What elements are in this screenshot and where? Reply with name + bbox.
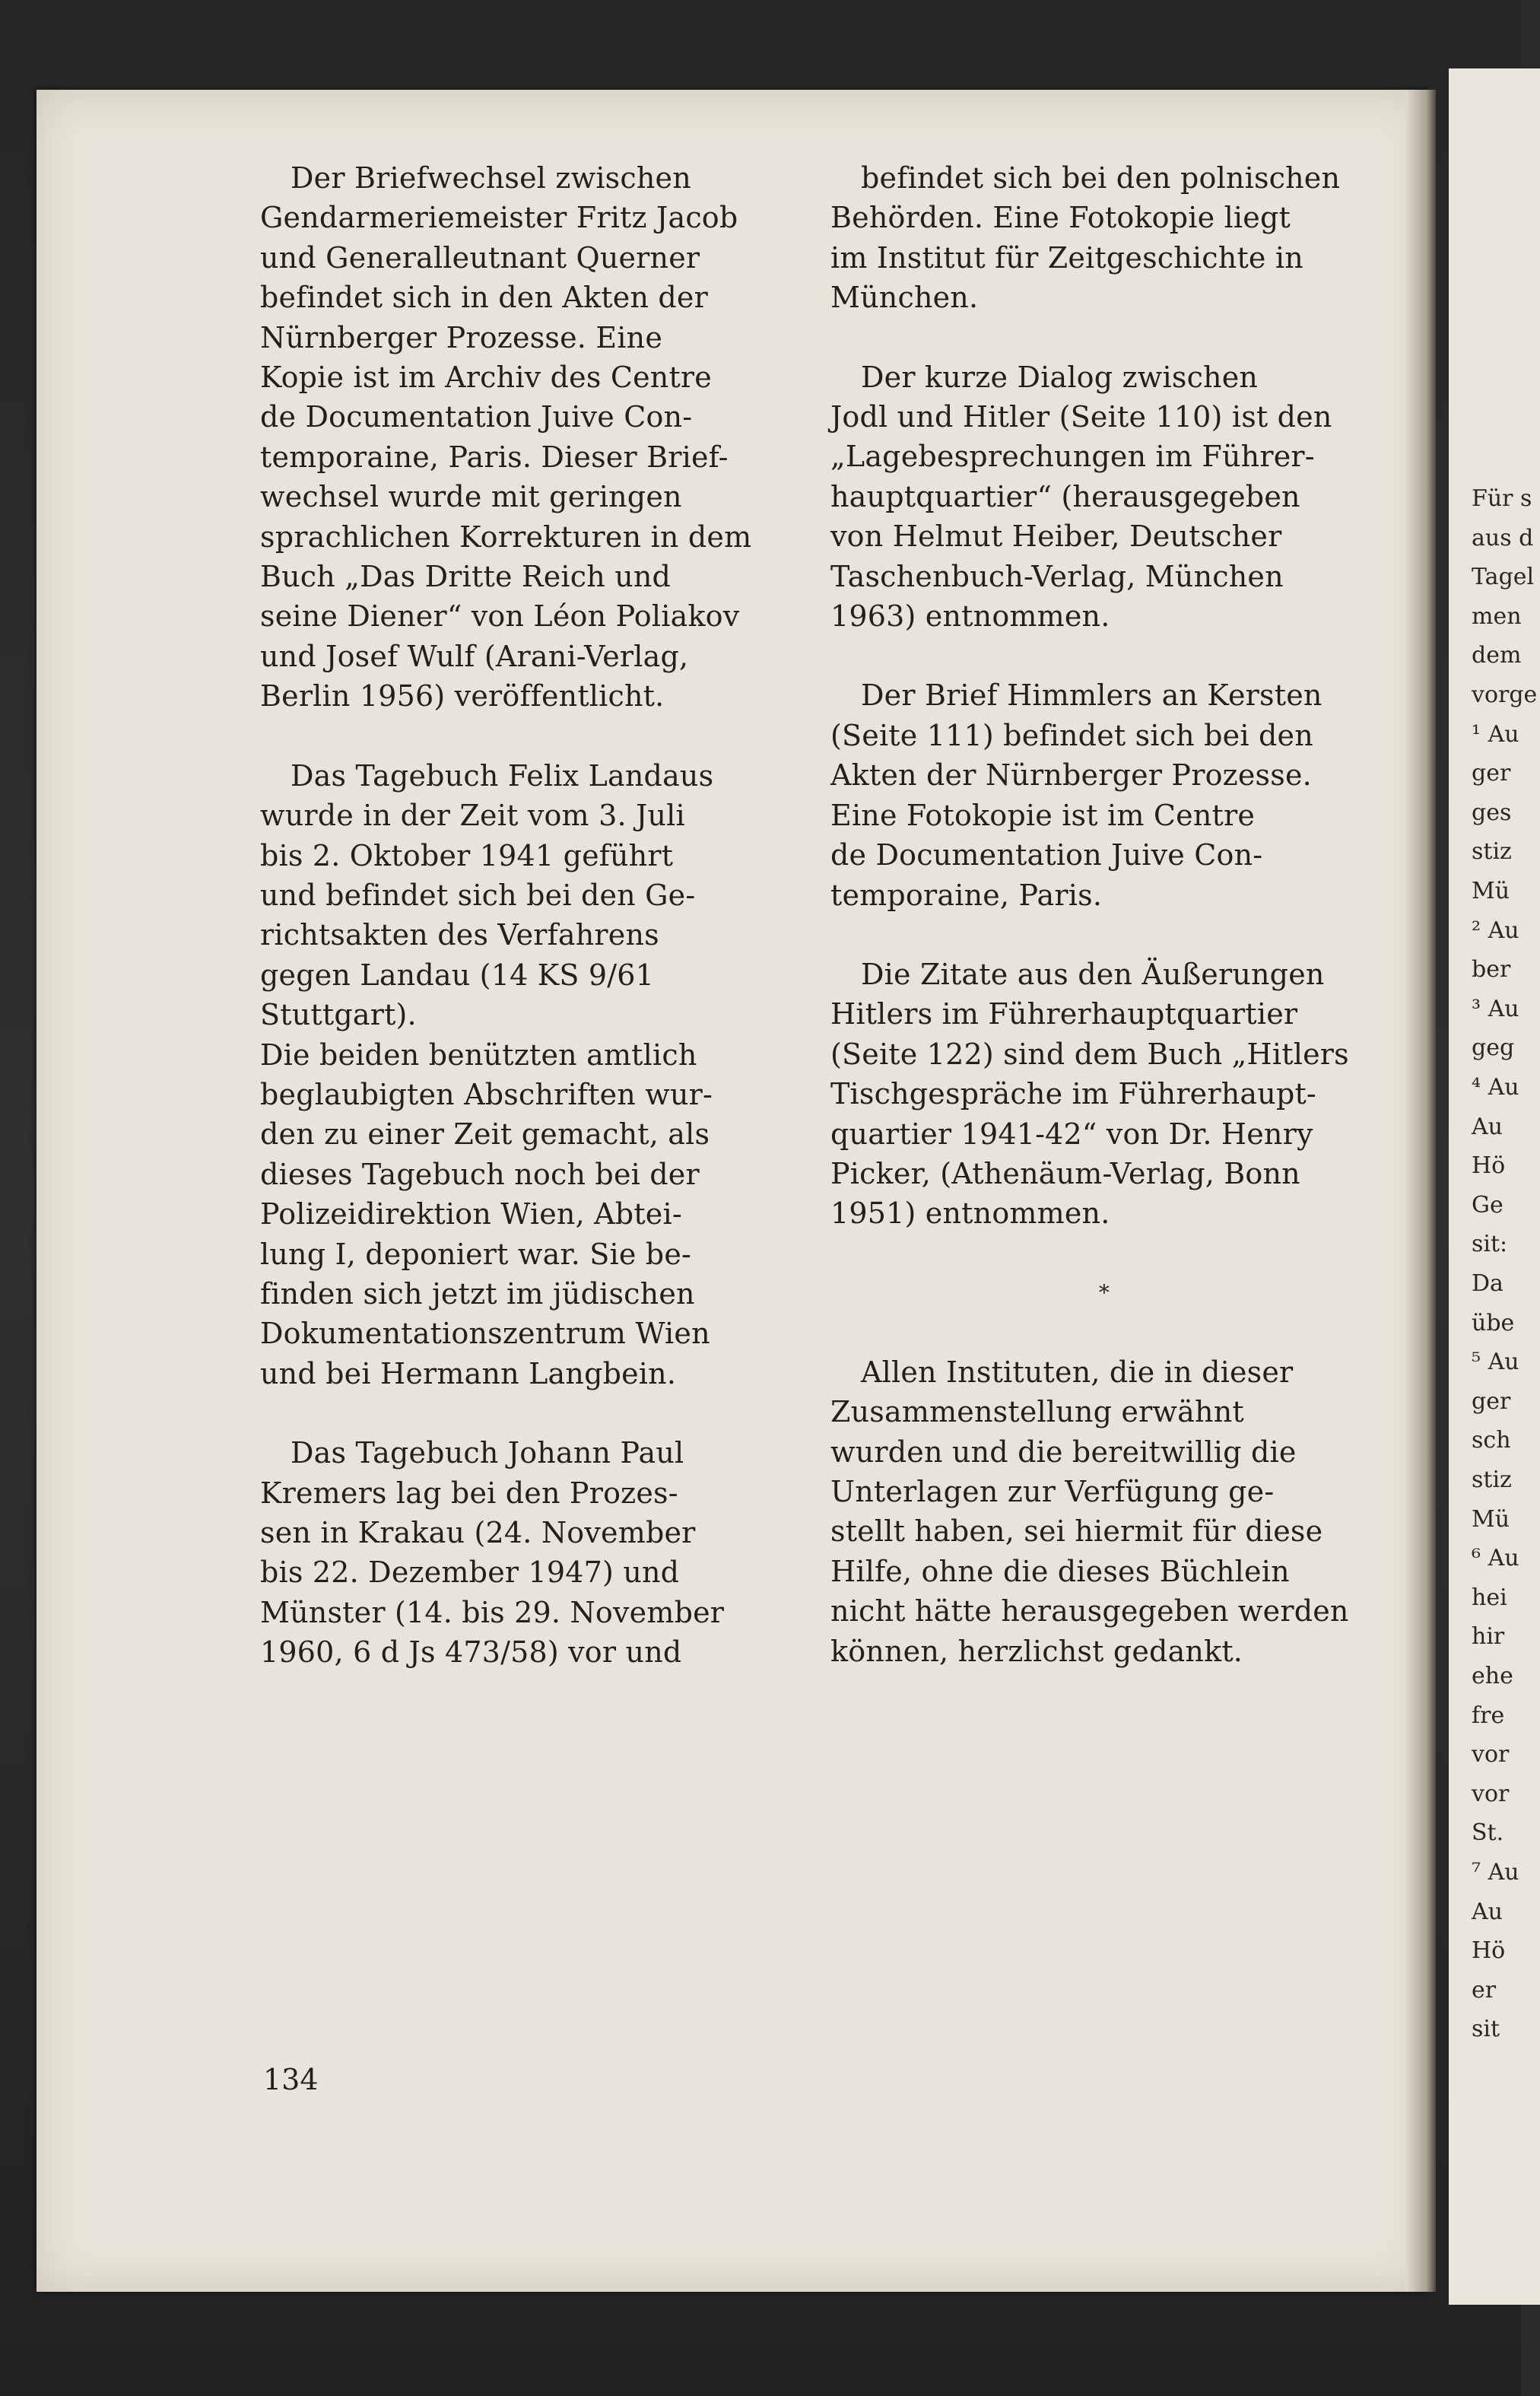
paragraph (830, 675, 1378, 914)
next-page-line: Mü (1472, 1505, 1510, 1533)
text-line: von Helmut Heiber, Deutscher (830, 520, 1282, 554)
text-line: (Seite 111) befindet sich bei den (830, 718, 1313, 752)
paragraph (830, 158, 1378, 318)
paragraph (830, 1352, 1378, 1671)
text-line: befindet sich in den Akten der (260, 281, 708, 315)
text-line: sprachlichen Korrekturen in dem (260, 520, 752, 554)
text-line: wechsel wurde mit geringen (260, 480, 682, 514)
next-page-line: Au (1472, 1113, 1503, 1140)
next-page-line: Hö (1472, 1937, 1506, 1965)
next-page-fragment (1449, 68, 1540, 2305)
text-line: Die Zitate aus den Äußerungen (861, 957, 1325, 991)
text-line: bis 2. Oktober 1941 geführt (260, 838, 674, 872)
text-line: und Josef Wulf (Arani-Verlag, (260, 639, 689, 673)
section-separator: * (1098, 1279, 1110, 1305)
text-line: richtsakten des Verfahrens (260, 918, 659, 952)
text-line: stellt haben, sei hiermit für diese (830, 1514, 1323, 1549)
next-page-line: vorge (1472, 682, 1538, 708)
text-line: seine Diener“ von Léon Poliakov (260, 599, 740, 634)
text-line: Unterlagen zur Verfügung ge- (830, 1474, 1275, 1508)
text-line: 1963) entnommen. (830, 599, 1110, 634)
next-page-line: men (1472, 602, 1522, 630)
text-line: Dokumentationszentrum Wien (260, 1317, 710, 1351)
next-page-line: sit (1472, 2016, 1500, 2043)
text-line: Stuttgart). (260, 998, 417, 1032)
next-page-line: ⁶ Au (1472, 1545, 1519, 1572)
text-line: finden sich jetzt im jüdischen (260, 1276, 695, 1311)
text-line: Nürnberger Prozesse. Eine (260, 320, 663, 354)
text-line: Das Tagebuch Johann Paul (291, 1436, 684, 1470)
next-page-line: stiz (1472, 1467, 1512, 1493)
text-line: Das Tagebuch Felix Landaus (291, 758, 714, 793)
text-line: sen in Krakau (24. November (260, 1516, 696, 1549)
text-line: (Seite 122) sind dem Buch „Hitlers (830, 1037, 1349, 1071)
next-page-line: vor (1472, 1780, 1510, 1807)
text-line: Kremers lag bei den Prozes- (260, 1476, 678, 1510)
text-line: beglaubigten Abschriften wur- (260, 1077, 713, 1111)
text-line: können, herzlichst gedankt. (830, 1634, 1243, 1668)
next-page-line: hei (1472, 1584, 1507, 1611)
text-line: 1951) entnommen. (830, 1196, 1110, 1231)
text-line: de Documentation Juive Con- (830, 838, 1263, 872)
next-page-line: ehe (1472, 1663, 1513, 1689)
text-line: dieses Tagebuch noch bei der (260, 1157, 700, 1191)
text-line: temporaine, Paris. Dieser Brief- (260, 440, 729, 474)
text-line: bis 22. Dezember 1947) und (260, 1555, 680, 1590)
paragraph (260, 158, 792, 717)
text-line: befindet sich bei den polnischen (861, 161, 1341, 195)
page-edge-right (1405, 90, 1436, 2292)
text-line: Behörden. Eine Fotokopie liegt (830, 201, 1291, 235)
next-page-line: St. (1472, 1819, 1504, 1847)
text-line: „Lagebesprechungen im Führer- (830, 440, 1315, 474)
right-text-column (830, 158, 1378, 1671)
next-page-line: aus d (1472, 524, 1534, 551)
paragraph (830, 955, 1378, 1234)
next-page-line: er (1472, 1976, 1497, 2004)
text-line: Akten der Nürnberger Prozesse. (830, 758, 1312, 793)
text-line: und befindet sich bei den Ge- (260, 878, 696, 912)
next-page-line: ges (1472, 799, 1512, 826)
next-page-line: ⁵ Au (1472, 1349, 1519, 1376)
text-line: und Generalleutnant Querner (260, 240, 700, 275)
text-line: Picker, (Athenäum-Verlag, Bonn (830, 1156, 1300, 1190)
text-line: Taschenbuch-Verlag, München (830, 559, 1284, 593)
text-line: Buch „Das Dritte Reich und (260, 560, 672, 594)
text-line: 1960, 6 d Js 473/58) vor und (260, 1635, 682, 1670)
paragraph (260, 1433, 792, 1672)
text-line: nicht hätte herausgegeben werden (830, 1594, 1349, 1629)
next-page-line: Für s (1472, 485, 1532, 512)
text-line: Der kurze Dialog zwischen (861, 360, 1259, 394)
text-line: München. (830, 281, 979, 315)
next-page-line: stiz (1472, 838, 1512, 866)
text-line: quartier 1941-42“ von Dr. Henry (830, 1117, 1313, 1151)
text-line: Hitlers im Führerhauptquartier (830, 997, 1298, 1031)
next-page-line: sch (1472, 1427, 1511, 1454)
next-page-line: ³ Au (1472, 995, 1519, 1022)
next-page-line: geg (1472, 1034, 1515, 1062)
next-page-line: ger (1472, 1387, 1511, 1415)
next-page-line: ² Au (1472, 917, 1519, 944)
text-line: Kopie ist im Archiv des Centre (260, 361, 712, 395)
text-line: wurde in der Zeit vom 3. Juli (260, 799, 685, 833)
page-number: 134 (263, 2063, 319, 2096)
next-page-line: sit: (1472, 1231, 1508, 1258)
text-line: lung I, deponiert war. Sie be- (260, 1237, 692, 1271)
text-line: Münster (14. bis 29. November (260, 1595, 725, 1629)
text-line: temporaine, Paris. (830, 878, 1103, 912)
next-page-line: übe (1472, 1309, 1515, 1336)
text-line: hauptquartier“ (herausgegeben (830, 479, 1300, 513)
next-page-line: ⁴ Au (1472, 1074, 1519, 1101)
text-line: und bei Hermann Langbein. (260, 1356, 677, 1390)
next-page-line: Da (1472, 1270, 1503, 1297)
text-line: wurden und die bereitwillig die (830, 1435, 1297, 1469)
text-line: im Institut für Zeitgeschichte in (830, 240, 1303, 275)
text-line: Gendarmeriemeister Fritz Jacob (260, 201, 738, 235)
paragraph (260, 756, 792, 1394)
text-line: gegen Landau (14 KS 9/61 (260, 958, 654, 992)
next-page-line: vor (1472, 1741, 1510, 1768)
text-line: Eine Fotokopie ist im Centre (830, 798, 1256, 832)
next-page-line: fre (1472, 1702, 1505, 1729)
next-page-line: Tagel (1472, 564, 1535, 591)
paragraph (830, 357, 1378, 637)
next-page-line: Ge (1472, 1191, 1503, 1219)
text-line: Jodl und Hitler (Seite 110) ist den (830, 400, 1332, 434)
next-page-line: ger (1472, 760, 1511, 787)
text-line: Berlin 1956) veröffentlicht. (260, 679, 665, 713)
next-page-line: hir (1472, 1623, 1505, 1651)
text-line: Der Briefwechsel zwischen (291, 161, 691, 195)
next-page-line: ¹ Au (1472, 720, 1519, 748)
text-line: Die beiden benützten amtlich (260, 1038, 697, 1072)
text-line: Polizeidirektion Wien, Abtei- (260, 1197, 682, 1231)
left-text-column (260, 158, 792, 1673)
next-page-line: Mü (1472, 878, 1510, 904)
next-page-line: ber (1472, 956, 1511, 984)
text-line: den zu einer Zeit gemacht, als (260, 1117, 710, 1152)
text-line: Hilfe, ohne die dieses Büchlein (830, 1554, 1290, 1588)
text-line: de Documentation Juive Con- (260, 400, 693, 434)
next-page-line: ⁷ Au (1472, 1859, 1519, 1886)
text-line: Allen Instituten, die in dieser (861, 1355, 1294, 1389)
next-page-line: Au (1472, 1898, 1503, 1925)
text-line: Zusammenstellung erwähnt (830, 1395, 1244, 1429)
text-line: Tischgespräche im Führerhaupt- (830, 1077, 1316, 1111)
next-page-line: dem (1472, 642, 1522, 669)
text-line: Der Brief Himmlers an Kersten (861, 678, 1322, 713)
next-page-line: Hö (1472, 1152, 1506, 1180)
